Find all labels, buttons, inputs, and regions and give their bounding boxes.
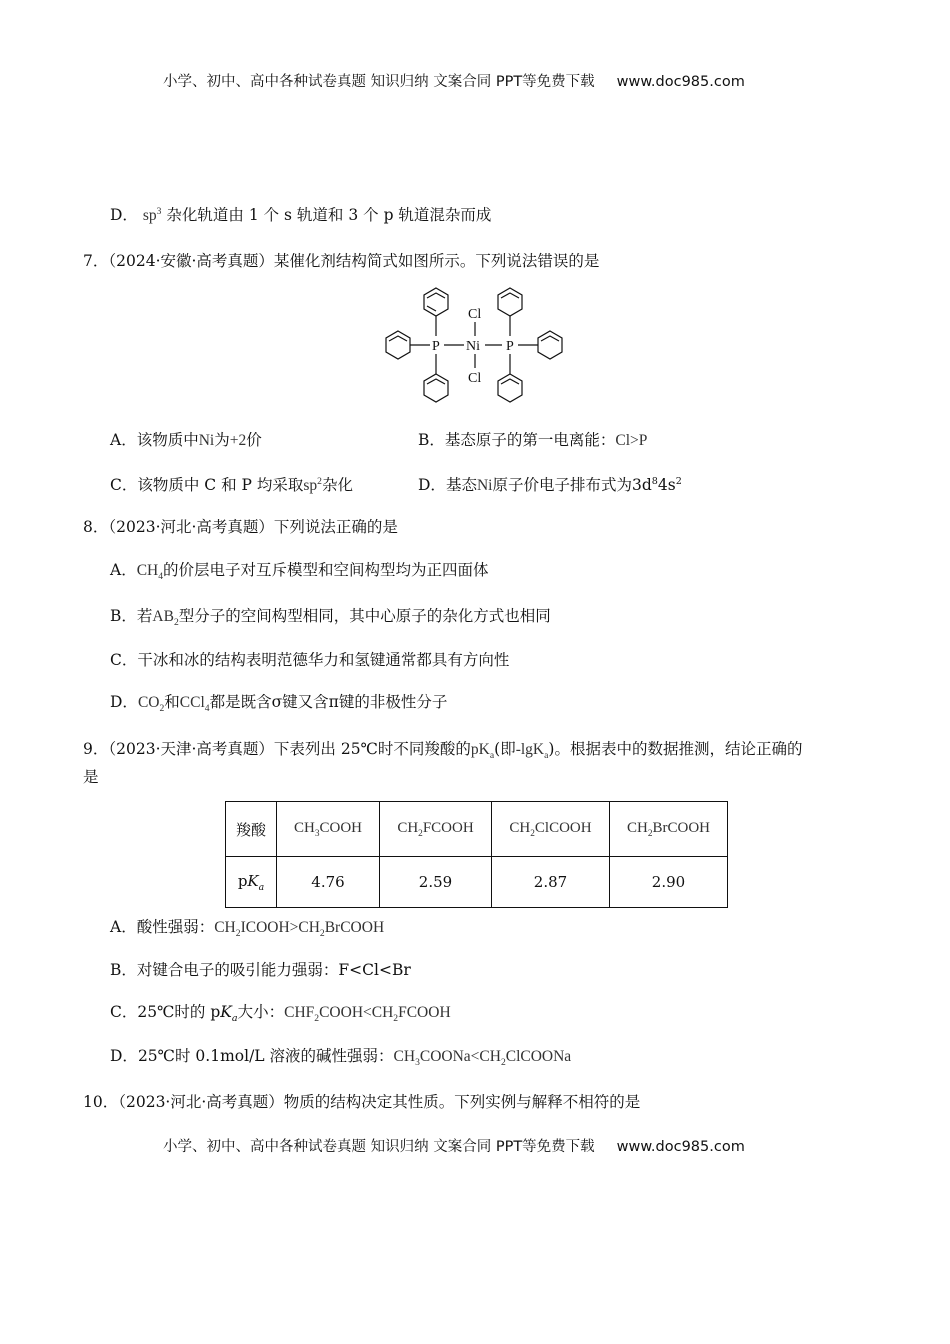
atom-p-left: P <box>432 339 440 354</box>
atom-cl-bottom: Cl <box>468 371 482 386</box>
table-cell: $CH_2FCOOH$ <box>380 802 492 857</box>
phenyl-ring <box>498 288 522 316</box>
q8-option-d: D．$CO_2$和CCl$_4$都是既含σ键又含π键的非极性分子 <box>110 693 448 715</box>
question-text: （2024·安徽·高考真题）某催化剂结构简式如图所示。下列说法错误的是 <box>108 252 600 270</box>
table-cell: $CH_2BrCOOH$ <box>610 802 728 857</box>
q7-stem <box>83 249 599 271</box>
atom-ni: Ni <box>466 339 480 354</box>
header-text: 小学、初中、高中各种试卷真题 知识归纳 文案合同 PPT等免费下载 <box>163 74 595 90</box>
q8-option-a: A．$CH_4$的价层电子对互斥模型和空间构型均为正四面体 <box>110 561 489 583</box>
phenyl-ring <box>424 288 448 316</box>
footer-text: 小学、初中、高中各种试卷真题 知识归纳 文案合同 PPT等免费下载 <box>163 1139 595 1155</box>
phenyl-ring <box>538 331 562 359</box>
q7-structure-figure <box>378 282 578 409</box>
page-footer <box>163 1135 745 1156</box>
q9-stem-cont: 是 <box>83 768 99 786</box>
q10-stem: 10．（2023·河北·高考真题）物质的结构决定其性质。下列实例与解释不相符的是 <box>83 1093 641 1111</box>
q9-option-d: D．25℃时 0.1mol/L 溶液的碱性强弱：$CH_3COONa<CH_2ClCOONa$ <box>110 1047 572 1069</box>
table-cell: 2.90 <box>610 857 728 908</box>
q7-option-b: B．基态原子的第一电离能：Cl>P <box>418 431 648 449</box>
phenyl-ring <box>498 374 522 402</box>
header-site: www.doc985.com <box>616 74 745 90</box>
table-cell: $pK_a$ <box>226 857 277 908</box>
q9-stem: 9．（2023·天津·高考真题）下表列出 25℃时不同羧酸的$pK_a$(即-lgK$_a$)。根据表中的数据推测，结论正确的 <box>83 740 803 762</box>
atom-cl-top: Cl <box>468 307 482 322</box>
pka-table <box>225 801 728 908</box>
q7-option-a: A．该物质中Ni为+2价 <box>110 431 262 449</box>
footer-site: www.doc985.com <box>616 1139 745 1155</box>
table-header-row <box>226 802 728 857</box>
q7-option-d: D．基态Ni原子价电子排布式为$3d^84s^2$ <box>418 475 682 494</box>
table-cell: $CH_2ClCOOH$ <box>492 802 610 857</box>
q7-option-c: C．该物质中 C 和 P 均采取$sp^2$杂化 <box>110 475 353 494</box>
q6-option-d <box>110 203 491 225</box>
option-text: 杂化轨道由 1 个 s 轨道和 3 个 p 轨道混杂而成 <box>166 206 492 224</box>
table-cell: 2.59 <box>380 857 492 908</box>
q8-option-c: C．干冰和冰的结构表明范德华力和氢键通常都具有方向性 <box>110 651 510 669</box>
table-cell: $CH_3COOH$ <box>277 802 380 857</box>
table-cell: 4.76 <box>277 857 380 908</box>
option-letter: D． <box>110 206 138 224</box>
table-cell: 2.87 <box>492 857 610 908</box>
q8-stem: 8．（2023·河北·高考真题）下列说法正确的是 <box>83 518 398 536</box>
q9-option-c: C．25℃时的 $pK_a$大小：$CHF_2COOH<CH_2FCOOH$ <box>110 1003 451 1025</box>
q9-option-b: B．对键合电子的吸引能力强弱：F<Cl<Br <box>110 961 411 979</box>
table-cell: 羧酸 <box>226 802 277 857</box>
table-row <box>226 857 728 908</box>
phenyl-ring <box>424 374 448 402</box>
q8-option-b: B．若$AB_2$型分子的空间构型相同，其中心原子的杂化方式也相同 <box>110 607 551 629</box>
atom-p-right: P <box>506 339 514 354</box>
orbital-sp3: $sp^3$ <box>142 205 162 224</box>
page-header <box>163 70 745 91</box>
question-number: 7． <box>83 252 109 270</box>
phenyl-ring <box>386 331 410 359</box>
q9-option-a: A．酸性强弱：$CH_2ICOOH>CH_2BrCOOH$ <box>110 918 385 940</box>
